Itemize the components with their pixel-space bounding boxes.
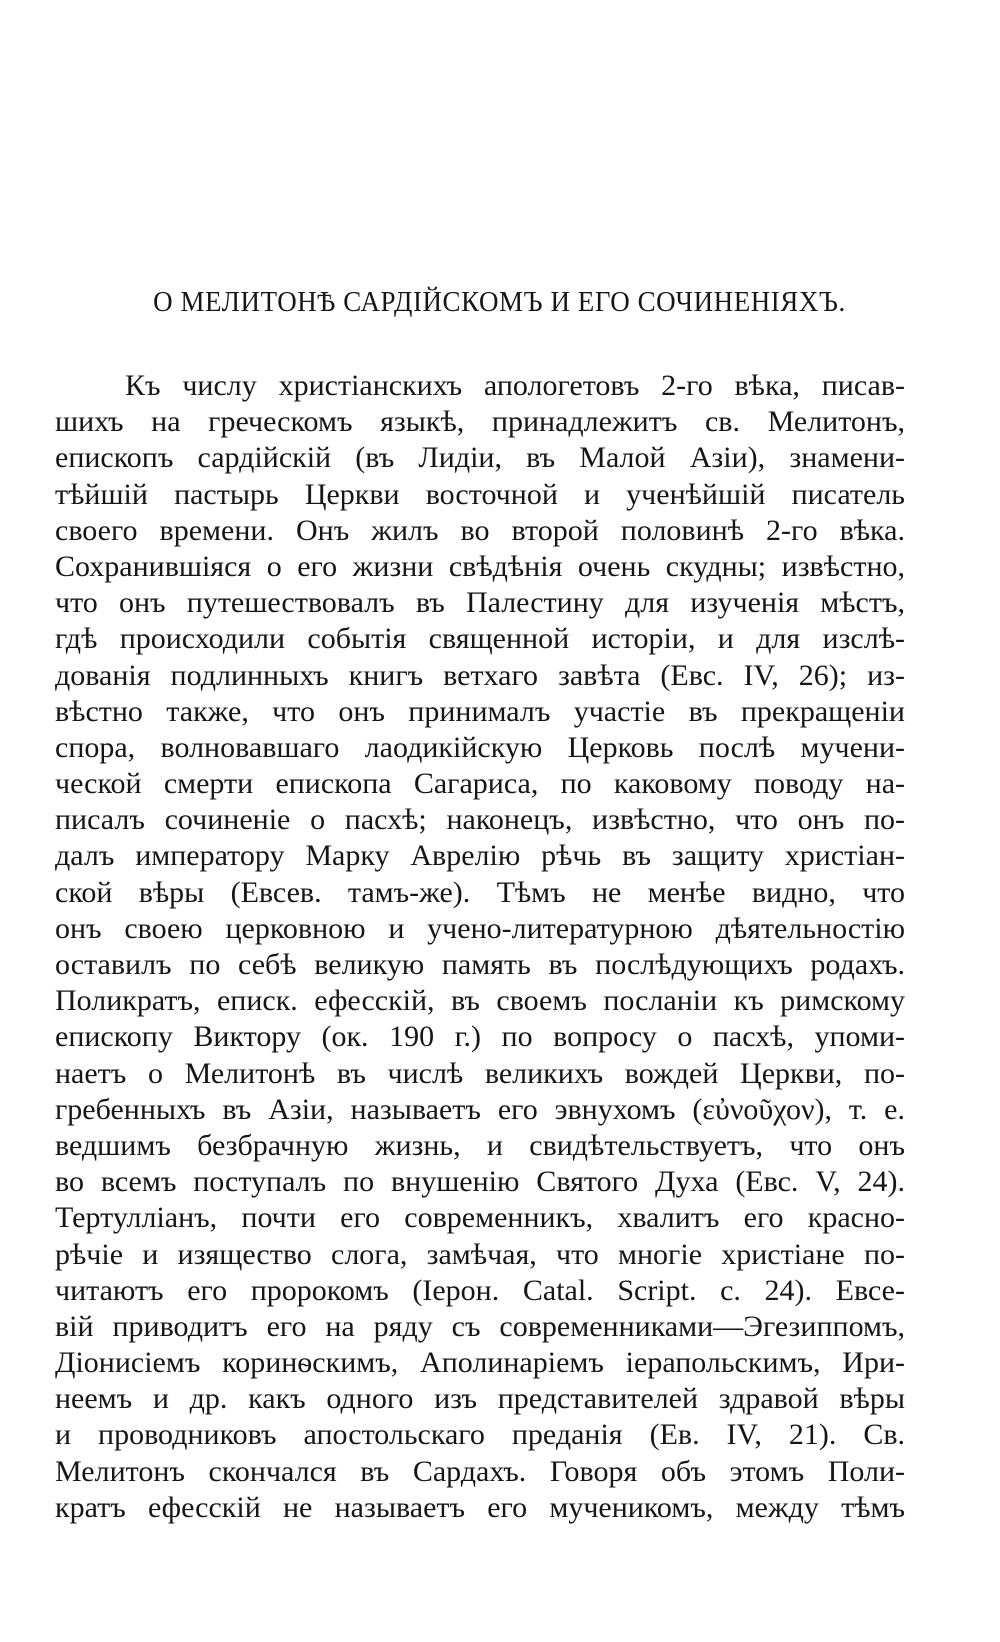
text-line: спора, волновавшаго лаодикійскую Церковь послѣ мучени- bbox=[55, 730, 905, 764]
text-line: далъ императору Марку Аврелію рѣчь въ защиту христіан- bbox=[55, 839, 905, 873]
text-line: ведшимъ безбрачную жизнь, и свидѣтельствуетъ, что онъ bbox=[55, 1128, 905, 1162]
text-line: Діонисіемъ коринѳскимъ, Аполинаріемъ іерапольскимъ, Ири- bbox=[55, 1346, 905, 1380]
text-line: рѣчіе и изящество слога, замѣчая, что многіе христіане по- bbox=[55, 1237, 905, 1271]
text-line: во всемъ поступалъ по внушенію Святого Духа (Евс. V, 24). bbox=[55, 1165, 905, 1199]
text-line: кратъ ефесскій не называетъ его мученикомъ, между тѣмъ bbox=[55, 1490, 905, 1524]
text-line: неемъ и др. какъ одного изъ представителей здравой вѣры bbox=[55, 1382, 905, 1416]
text-line: ческой смерти епископа Сагариса, по каковому поводу на- bbox=[55, 767, 905, 801]
article-title: О МЕЛИТОНѢ САРДІЙСКОМЪ И ЕГО СОЧИНЕНІЯХЪ. bbox=[153, 286, 846, 318]
text-line: читаютъ его пророкомъ (Іерон. Catal. Script. c. 24). Евсе- bbox=[55, 1273, 905, 1307]
text-line: писалъ сочиненіе о пасхѣ; наконецъ, извѣстно, что онъ по- bbox=[55, 803, 905, 837]
text-line: наетъ о Мелитонѣ въ числѣ великихъ вождей Церкви, по- bbox=[55, 1056, 905, 1090]
text-line: и проводниковъ апостольскаго преданія (Ев. IV, 21). Св. bbox=[55, 1418, 905, 1452]
text-line: гдѣ происходили событія священной исторіи, и для изслѣ- bbox=[55, 622, 905, 656]
text-line: шихъ на греческомъ языкѣ, принадлежитъ св. Мелитонъ, bbox=[55, 405, 905, 439]
text-line: оставилъ по себѣ великую память въ послѣдующихъ родахъ. bbox=[55, 948, 905, 981]
text-line: онъ своею церковною и учено-литературною дѣятельностію bbox=[55, 911, 905, 945]
text-line: епископъ сардійскій (въ Лидіи, въ Малой Азіи), знамени- bbox=[55, 441, 905, 475]
text-line: Къ числу христіанскихъ апологетовъ 2-го вѣка, писав- bbox=[125, 369, 905, 402]
article-body bbox=[55, 368, 905, 1526]
text-line: ской вѣры (Евсев. тамъ-же). Тѣмъ не менѣе видно, что bbox=[55, 875, 905, 909]
text-line: Тертулліанъ, почти его современникъ, хвалитъ его красно- bbox=[55, 1201, 905, 1235]
text-line: епископу Виктору (ок. 190 г.) по вопросу о пасхѣ, упоми- bbox=[55, 1020, 905, 1054]
text-line: гребенныхъ въ Азіи, называетъ его эвнухомъ (εὐνοῦχον), т. е. bbox=[55, 1092, 905, 1126]
text-line: Мелитонъ скончался въ Сардахъ. Говоря объ этомъ Поли- bbox=[55, 1454, 905, 1488]
text-line: своего времени. Онъ жилъ во второй половинѣ 2-го вѣка. bbox=[55, 513, 905, 547]
text-line: что онъ путешествовалъ въ Палестину для изученія мѣстъ, bbox=[55, 586, 905, 620]
text-line: вій приводитъ его на ряду съ современниками—Эгезиппомъ, bbox=[55, 1309, 905, 1343]
text-line: тѣйшій пастырь Церкви восточной и ученѣйшій писатель bbox=[55, 477, 905, 511]
text-line: Поликратъ, еписк. ефесскій, въ своемъ посланіи къ римскому bbox=[55, 984, 905, 1018]
text-line: вѣстно также, что онъ принималъ участіе въ прекращеніи bbox=[55, 694, 905, 728]
text-line: Сохранившіяся о его жизни свѣдѣнія очень скудны; извѣстно, bbox=[55, 549, 905, 583]
text-line: дованія подлинныхъ книгъ ветхаго завѣта (Евс. IV, 26); из- bbox=[55, 658, 905, 692]
